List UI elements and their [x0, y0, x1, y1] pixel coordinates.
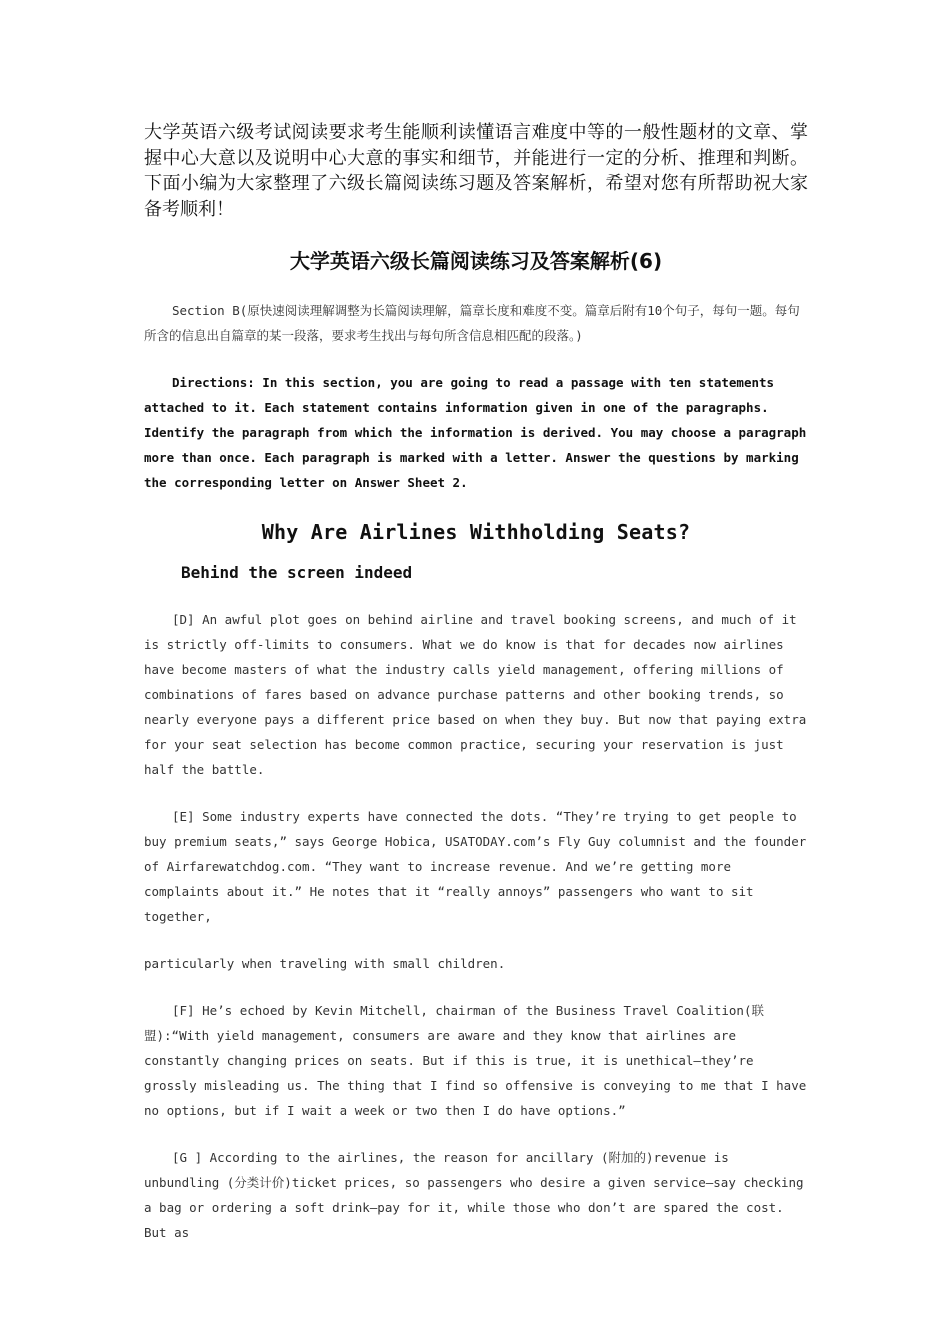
paragraph-e-continued: particularly when traveling with small children.: [144, 956, 506, 971]
passage-subtitle: Behind the screen indeed: [181, 563, 413, 582]
passage-title: Why Are Airlines Withholding Seats?: [261, 520, 691, 544]
section-b-instructions: Section B(原快速阅读理解调整为长篇阅读理解，篇章长度和难度不变。篇章后附有10个句子，每句一题。每句所含的信息出自篇章的某一段落，要求考生找出与每句所含信息相匹配的段落。): [144, 303, 800, 343]
intro-paragraph: 大学英语六级考试阅读要求考生能顺利读懂语言难度中等的一般性题材的文章、掌握中心大意以及说明中心大意的事实和细节，并能进行一定的分析、推理和判断。下面小编为大家整理了六级长篇阅读练习题及答案解析，希望对您有所帮助祝大家备考顺利！: [144, 122, 808, 220]
paragraph-e: [E] Some industry experts have connected the dots. “They’re trying to get people to buy premium seats,” says George Hobica, USATODAY.com’s Fly Guy columnist and the founder of Airfarewatchdog.com. “They want to increase revenue. And we’re getting more complaints about it.” He notes that it “really annoys” passengers who want to sit together,: [144, 809, 807, 924]
paragraph-f: [F] He’s echoed by Kevin Mitchell, chairman of the Business Travel Coalition(联盟):“With yield management, consumers are aware and they know that airlines are constantly changing prices on seats. But if this is true, it is unethical—they’re grossly misleading us. The thing that I find so offensive is conveying to me that I have no options, but if I wait a week or two then I do have options.”: [144, 1003, 807, 1118]
paragraph-g: [G ] According to the airlines, the reason for ancillary (附加的)revenue is unbundling (分类计价)ticket prices, so passengers who desire a given service—say checking a bag or ordering a soft drink—pay for it, while those who don’t are spared the cost. But as: [144, 1150, 804, 1240]
main-title: 大学英语六级长篇阅读练习及答案解析(6): [289, 249, 663, 273]
directions-paragraph: Directions: In this section, you are going to read a passage with ten statements attached to it. Each statement contains information given in one of the paragraphs. Identify the paragraph from which the information is derived. You may choose a paragraph more than once. Each paragraph is marked with a letter. Answer the questions by marking the corresponding letter on Answer Sheet 2.: [144, 375, 807, 490]
paragraph-d: [D] An awful plot goes on behind airline and travel booking screens, and much of it is strictly off-limits to consumers. What we do know is that for decades now airlines have become masters of what the industry calls yield management, offering millions of combinations of fares based on advance purchase patterns and other booking trends, so nearly everyone pays a different price based on when they buy. But now that paying extra for your seat selection has become common practice, securing your reservation is just half the battle.: [144, 612, 807, 777]
document-page: [144, 120, 808, 1245]
